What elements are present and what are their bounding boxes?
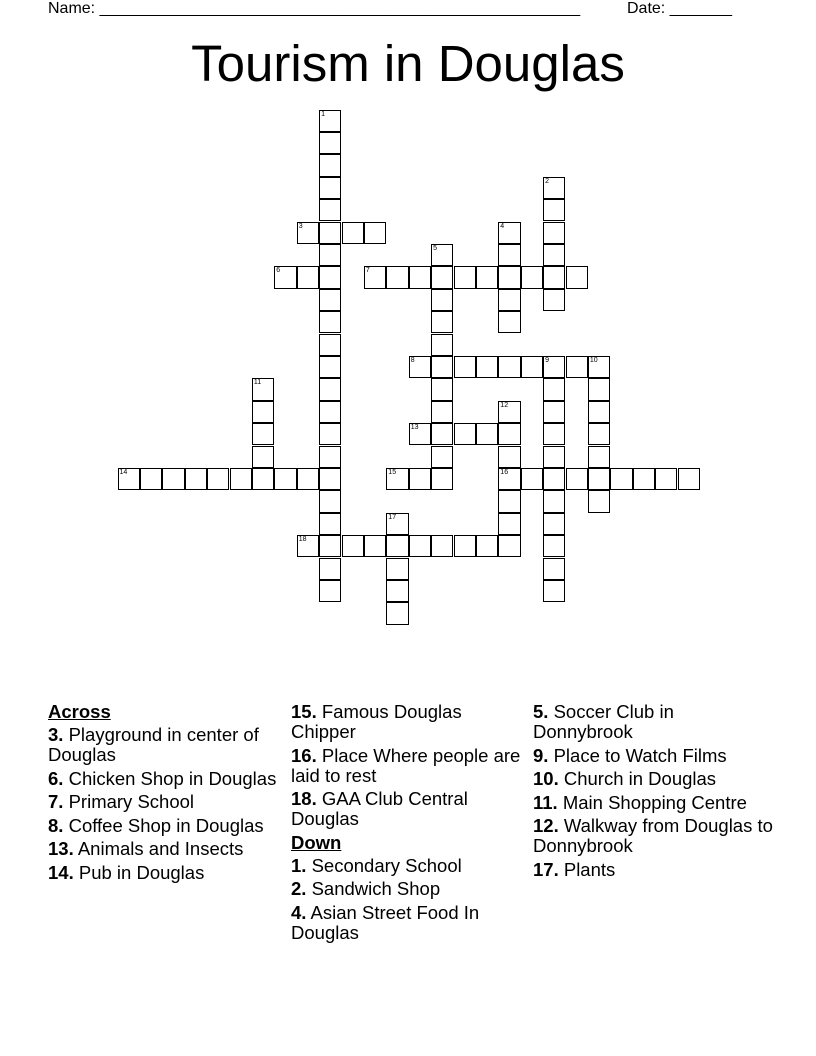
clue-item — [533, 793, 773, 813]
crossword-cell[interactable] — [319, 356, 341, 378]
clue-text: Animals and Insects — [73, 838, 244, 859]
crossword-cell[interactable] — [498, 490, 520, 512]
cell-number: 13 — [410, 424, 419, 432]
crossword-cell[interactable] — [543, 199, 565, 221]
cell-number: 15 — [388, 468, 397, 476]
crossword-cell[interactable] — [319, 266, 341, 288]
crossword-cell[interactable] — [633, 468, 655, 490]
crossword-cell[interactable] — [162, 468, 184, 490]
crossword-cell[interactable] — [431, 535, 453, 557]
crossword-cell[interactable] — [476, 356, 498, 378]
clue-item — [533, 816, 773, 856]
crossword-cell[interactable] — [409, 423, 431, 445]
clue-text: Sandwich Shop — [306, 878, 441, 899]
across-clue-list-continued — [291, 702, 521, 829]
crossword-cell[interactable] — [543, 289, 565, 311]
crossword-cell[interactable] — [319, 423, 341, 445]
crossword-cell[interactable] — [364, 222, 386, 244]
crossword-cell[interactable] — [566, 356, 588, 378]
clue-item — [291, 702, 521, 742]
crossword-cell[interactable] — [454, 423, 476, 445]
page-title: Tourism in Douglas — [191, 35, 625, 92]
clue-item — [291, 746, 521, 786]
clue-text: Playground in center of Douglas — [48, 724, 259, 765]
clue-number: 15. — [291, 701, 317, 722]
crossword-cell[interactable] — [319, 334, 341, 356]
crossword-cell[interactable] — [386, 535, 408, 557]
crossword-cell[interactable] — [610, 468, 632, 490]
crossword-cell[interactable] — [297, 266, 319, 288]
crossword-cell[interactable] — [543, 513, 565, 535]
clue-item — [291, 856, 521, 876]
clue-item — [48, 839, 278, 859]
crossword-cell[interactable] — [319, 110, 341, 132]
across-heading: Across — [48, 701, 111, 722]
crossword-cell[interactable] — [319, 177, 341, 199]
across-clue-list — [48, 725, 278, 883]
crossword-cell[interactable] — [498, 244, 520, 266]
crossword-cell[interactable] — [543, 558, 565, 580]
cell-number: 8 — [410, 356, 415, 364]
crossword-cell[interactable] — [431, 266, 453, 288]
clue-text: GAA Club Central Douglas — [291, 788, 468, 829]
crossword-cell[interactable] — [409, 535, 431, 557]
cell-number: 5 — [433, 244, 437, 252]
crossword-cell[interactable] — [252, 378, 274, 400]
crossword-cell[interactable] — [588, 446, 610, 468]
crossword-cell[interactable] — [297, 222, 319, 244]
clue-number: 12. — [533, 815, 559, 836]
crossword-cell[interactable] — [498, 535, 520, 557]
crossword-cell[interactable] — [342, 535, 364, 557]
clue-item — [533, 702, 773, 742]
crossword-cell[interactable] — [498, 468, 520, 490]
crossword-cell[interactable] — [431, 378, 453, 400]
crossword-cell[interactable] — [386, 602, 408, 624]
crossword-cell[interactable] — [521, 266, 543, 288]
crossword-cell[interactable] — [319, 244, 341, 266]
clue-number: 14. — [48, 861, 74, 883]
crossword-cell[interactable] — [252, 446, 274, 468]
crossword-cell[interactable] — [498, 266, 520, 288]
clue-item — [48, 863, 278, 883]
crossword-cell[interactable] — [409, 468, 431, 490]
clue-text: Primary School — [63, 791, 195, 812]
crossword-cell[interactable] — [543, 356, 565, 378]
clue-text: Place Where people are laid to rest — [291, 744, 521, 786]
crossword-cell[interactable] — [386, 468, 408, 490]
crossword-cell[interactable] — [498, 423, 520, 445]
cell-number: 4 — [500, 222, 505, 230]
clue-column-1 — [48, 702, 278, 886]
clue-item — [291, 879, 521, 899]
cell-number: 6 — [276, 267, 281, 275]
crossword-cell[interactable] — [588, 401, 610, 423]
cell-number: 11 — [253, 379, 262, 387]
crossword-cell[interactable] — [543, 177, 565, 199]
clue-text: Church in Douglas — [558, 768, 717, 789]
clue-item — [48, 792, 278, 812]
clue-item — [533, 769, 773, 789]
crossword-cell[interactable] — [431, 311, 453, 333]
crossword-cell[interactable] — [252, 468, 274, 490]
crossword-cell[interactable] — [319, 558, 341, 580]
clue-number: 1. — [291, 854, 307, 876]
crossword-cell[interactable] — [498, 446, 520, 468]
crossword-cell[interactable] — [588, 468, 610, 490]
date-field[interactable]: Date: _______ — [627, 0, 732, 17]
crossword-cell[interactable] — [140, 468, 162, 490]
crossword-cell[interactable] — [230, 468, 252, 490]
crossword-cell[interactable] — [319, 446, 341, 468]
cell-number: 16 — [500, 468, 509, 476]
crossword-cell[interactable] — [476, 423, 498, 445]
clue-item — [533, 860, 773, 880]
crossword-cell[interactable] — [364, 266, 386, 288]
cell-number: 2 — [545, 177, 549, 185]
crossword-cell[interactable] — [386, 580, 408, 602]
crossword-cell[interactable] — [588, 378, 610, 400]
crossword-cell[interactable] — [207, 468, 229, 490]
crossword-cell[interactable] — [454, 535, 476, 557]
clue-text: Pub in Douglas — [73, 861, 205, 883]
clue-text: Main Shopping Centre — [557, 791, 747, 813]
crossword-cell[interactable] — [454, 266, 476, 288]
crossword-cell[interactable] — [566, 468, 588, 490]
clue-item — [533, 746, 773, 766]
clue-text: Secondary School — [306, 854, 462, 876]
crossword-cell[interactable] — [498, 356, 520, 378]
clue-number: 2. — [291, 878, 307, 899]
clue-text: Asian Street Food In Douglas — [291, 901, 480, 943]
crossword-cell[interactable] — [319, 468, 341, 490]
crossword-cell[interactable] — [588, 490, 610, 512]
crossword-cell[interactable] — [319, 154, 341, 176]
crossword-cell[interactable] — [498, 401, 520, 423]
clue-number: 13. — [48, 838, 74, 859]
name-field[interactable]: Name: ______________________________________________________ — [48, 0, 581, 17]
crossword-cell[interactable] — [566, 266, 588, 288]
clue-number: 17. — [533, 858, 559, 880]
crossword-cell[interactable] — [543, 446, 565, 468]
crossword-cell[interactable] — [431, 468, 453, 490]
crossword-cell[interactable] — [521, 468, 543, 490]
clue-text: Chicken Shop in Douglas — [63, 767, 277, 789]
crossword-cell[interactable] — [476, 266, 498, 288]
crossword-cell[interactable] — [386, 558, 408, 580]
crossword-cell[interactable] — [678, 468, 700, 490]
crossword-cell[interactable] — [543, 490, 565, 512]
crossword-cell[interactable] — [431, 244, 453, 266]
crossword-cell[interactable] — [431, 289, 453, 311]
clue-column-2 — [291, 702, 521, 946]
crossword-cell[interactable] — [588, 423, 610, 445]
clue-item — [291, 789, 521, 829]
crossword-cell[interactable] — [319, 490, 341, 512]
crossword-cell[interactable] — [342, 222, 364, 244]
clue-number: 11. — [533, 791, 558, 813]
crossword-cell[interactable] — [319, 132, 341, 154]
crossword-cell[interactable] — [543, 468, 565, 490]
clue-number: 18. — [291, 788, 317, 809]
clue-number: 6. — [48, 767, 64, 789]
crossword-cell[interactable] — [252, 401, 274, 423]
clue-number: 4. — [291, 901, 307, 923]
crossword-cell[interactable] — [118, 468, 140, 490]
cell-number: 7 — [365, 267, 370, 275]
crossword-cell[interactable] — [476, 535, 498, 557]
crossword-cell[interactable] — [319, 222, 341, 244]
clue-number: 7. — [48, 791, 64, 812]
crossword-cell[interactable] — [588, 356, 610, 378]
crossword-cell[interactable] — [274, 468, 296, 490]
crossword-cell[interactable] — [431, 446, 453, 468]
clue-item — [48, 769, 278, 789]
crossword-cell[interactable] — [386, 266, 408, 288]
cell-number: 10 — [589, 356, 598, 364]
crossword-cell[interactable] — [319, 580, 341, 602]
clue-number: 10. — [533, 768, 559, 789]
crossword-cell[interactable] — [431, 334, 453, 356]
crossword-cell[interactable] — [655, 468, 677, 490]
cell-number: 12 — [500, 401, 509, 409]
crossword-cell[interactable] — [319, 311, 341, 333]
cell-number: 14 — [119, 468, 128, 476]
crossword-cell[interactable] — [252, 423, 274, 445]
crossword-cell[interactable] — [454, 356, 476, 378]
clue-item — [48, 816, 278, 836]
crossword-cell[interactable] — [386, 513, 408, 535]
crossword-cell[interactable] — [319, 378, 341, 400]
crossword-cell[interactable] — [319, 289, 341, 311]
crossword-cell[interactable] — [521, 356, 543, 378]
crossword-cell[interactable] — [364, 535, 386, 557]
clue-number: 8. — [48, 814, 64, 836]
clue-text: Walkway from Douglas to Donnybrook — [533, 815, 773, 856]
crossword-cell[interactable] — [498, 513, 520, 535]
cell-number: 1 — [321, 110, 325, 118]
clue-item — [291, 903, 521, 943]
clue-item — [48, 725, 278, 765]
crossword-cell[interactable] — [274, 266, 296, 288]
crossword-cell[interactable] — [543, 222, 565, 244]
cell-number: 9 — [545, 356, 549, 364]
clue-text: Plants — [558, 858, 616, 880]
crossword-cell[interactable] — [297, 468, 319, 490]
crossword-cell[interactable] — [431, 356, 453, 378]
down-heading: Down — [291, 831, 342, 853]
crossword-cell[interactable] — [543, 378, 565, 400]
clue-number: 3. — [48, 724, 64, 745]
clue-text: Coffee Shop in Douglas — [63, 814, 264, 836]
crossword-cell[interactable] — [185, 468, 207, 490]
crossword-cell[interactable] — [297, 535, 319, 557]
crossword-cell[interactable] — [543, 244, 565, 266]
crossword-cell[interactable] — [543, 266, 565, 288]
crossword-cell[interactable] — [543, 535, 565, 557]
crossword-cell[interactable] — [319, 401, 341, 423]
cell-number: 3 — [298, 222, 303, 230]
clue-number: 16. — [291, 744, 317, 766]
crossword-cell[interactable] — [431, 401, 453, 423]
clue-number: 9. — [533, 744, 549, 766]
crossword-cell[interactable] — [498, 222, 520, 244]
clue-column-3 — [533, 702, 773, 883]
cell-number: 18 — [298, 536, 307, 544]
clue-number: 5. — [533, 701, 549, 722]
crossword-cell[interactable] — [543, 580, 565, 602]
crossword-cell[interactable] — [543, 401, 565, 423]
cell-number: 17 — [388, 513, 397, 521]
crossword-cell[interactable] — [409, 266, 431, 288]
crossword-cell[interactable] — [319, 513, 341, 535]
crossword-cell[interactable] — [431, 423, 453, 445]
crossword-cell[interactable] — [319, 535, 341, 557]
down-clue-list — [291, 856, 521, 943]
clue-text: Soccer Club in Donnybrook — [533, 701, 674, 742]
crossword-cell[interactable] — [498, 289, 520, 311]
crossword-cell[interactable] — [409, 356, 431, 378]
crossword-cell[interactable] — [498, 311, 520, 333]
crossword-cell[interactable] — [319, 199, 341, 221]
clue-text: Place to Watch Films — [548, 744, 727, 766]
crossword-cell[interactable] — [543, 423, 565, 445]
clue-text: Famous Douglas Chipper — [291, 701, 462, 742]
down-clue-list-continued — [533, 702, 773, 880]
